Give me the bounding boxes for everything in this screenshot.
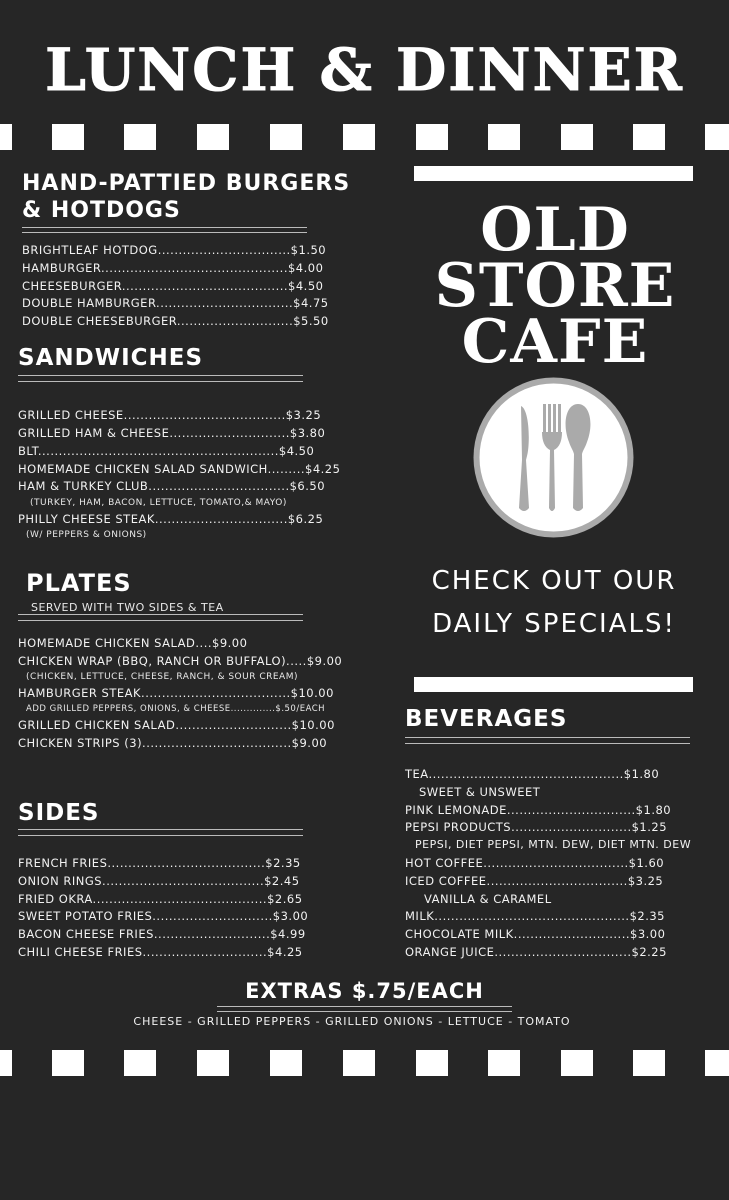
- fork-tine: [558, 404, 561, 434]
- menu-item: GRILLED HAM & CHEESE.............................$3.80: [18, 426, 326, 440]
- menu-item: HOT COFFEE...................................$1.60: [405, 856, 665, 870]
- checker-square: [488, 124, 520, 150]
- checker-square: [561, 124, 593, 150]
- extras-rule: [217, 1006, 512, 1007]
- menu-item: SWEET POTATO FRIES.............................$3.00: [18, 909, 309, 923]
- item-note: SWEET & UNSWEET: [419, 785, 541, 799]
- burgers-heading-line1: HAND-PATTIED BURGERS: [22, 171, 351, 196]
- menu-item: GRILLED CHICKEN SALAD............................$10.00: [18, 718, 335, 732]
- checker-square: [52, 124, 84, 150]
- menu-item: CHEESEBURGER........................................$4.50: [22, 279, 324, 293]
- checker-square: [124, 124, 156, 150]
- menu-item: HAMBURGER STEAK....................................$10.00: [18, 686, 334, 700]
- fork-tine: [543, 404, 546, 434]
- menu-item: ONION RINGS.......................................$2.45: [18, 874, 300, 888]
- plates-heading: PLATES: [26, 569, 132, 597]
- menu-item: HAM & TURKEY CLUB..................................$6.50: [18, 479, 326, 493]
- extras-list: CHEESE - GRILLED PEPPERS - GRILLED ONIONS - LETTUCE - TOMATO: [133, 1015, 571, 1028]
- menu-item: FRIED OKRA..........................................$2.65: [18, 892, 303, 906]
- logo-line2: STORE: [434, 251, 676, 321]
- item-note: (TURKEY, HAM, BACON, LETTUCE, TOMATO,& MAYO): [30, 498, 287, 508]
- checker-square: [197, 1050, 229, 1076]
- sandwiches-heading: SANDWICHES: [18, 345, 204, 371]
- burgers-rule: [22, 232, 307, 233]
- specials-line1: CHECK OUT OUR: [431, 566, 677, 596]
- checker-square: [343, 124, 375, 150]
- menu-item: CHICKEN WRAP (BBQ, RANCH OR BUFFALO).....$9.00: [18, 654, 343, 668]
- menu-item: PEPSI PRODUCTS.............................$1.25: [405, 820, 668, 834]
- menu-item: DOUBLE HAMBURGER.................................$4.75: [22, 296, 329, 310]
- menu-item: MILK...............................................$2.35: [405, 909, 665, 923]
- fork-tine: [553, 404, 556, 434]
- cafe-logo-text: [420, 195, 690, 377]
- sandwiches-rule: [18, 375, 303, 376]
- menu-item: HOMEMADE CHICKEN SALAD SANDWICH.........$4.25: [18, 462, 341, 476]
- top-checker-strip: [0, 124, 729, 150]
- item-note: (CHICKEN, LETTUCE, CHEESE, RANCH, & SOUR CREAM): [26, 672, 298, 682]
- menu-item: GRILLED CHEESE.......................................$3.25: [18, 408, 322, 422]
- checker-square: [270, 1050, 302, 1076]
- item-note: (W/ PEPPERS & ONIONS): [26, 530, 147, 540]
- logo-line1: OLD: [480, 195, 630, 265]
- checker-square: [416, 124, 448, 150]
- checker-square: [343, 1050, 375, 1076]
- menu-item: HOMEMADE CHICKEN SALAD....$9.00: [18, 636, 248, 650]
- menu-item: PINK LEMONADE...............................$1.80: [405, 803, 672, 817]
- sandwiches-rule: [18, 381, 303, 382]
- fork-tine: [548, 404, 551, 434]
- beverages-heading: BEVERAGES: [405, 706, 568, 732]
- menu-item: CHILI CHEESE FRIES..............................$4.25: [18, 945, 303, 959]
- menu-item: BACON CHEESE FRIES............................$4.99: [18, 927, 306, 941]
- extras-rule: [217, 1011, 512, 1012]
- menu-item: CHOCOLATE MILK............................$3.00: [405, 927, 666, 941]
- plates-subheading: SERVED WITH TWO SIDES & TEA: [31, 601, 224, 614]
- checker-square: [705, 124, 729, 150]
- logo-line3: CAFE: [461, 307, 649, 377]
- sides-heading: SIDES: [18, 800, 100, 826]
- checker-square: [633, 124, 665, 150]
- menu-item: FRENCH FRIES......................................$2.35: [18, 856, 301, 870]
- checker-square: [633, 1050, 665, 1076]
- checker-square: [0, 1050, 12, 1076]
- menu-item: TEA...............................................$1.80: [405, 767, 660, 781]
- extras-heading: EXTRAS $.75/EACH: [245, 979, 484, 1003]
- menu-item: BRIGHTLEAF HOTDOG................................$1.50: [22, 243, 327, 257]
- menu-item: HAMBURGER.............................................$4.00: [22, 261, 324, 275]
- plates-rule: [18, 614, 303, 615]
- burgers-heading: [22, 170, 350, 224]
- menu-item: BLT..........................................................$4.50: [18, 444, 315, 458]
- checker-square: [0, 124, 12, 150]
- item-note: PEPSI, DIET PEPSI, MTN. DEW, DIET MTN. DEW: [415, 838, 692, 851]
- burgers-rule: [22, 227, 307, 228]
- divider-bar: [414, 166, 693, 181]
- bottom-checker-strip: [0, 1050, 729, 1076]
- menu-item: ORANGE JUICE.................................$2.25: [405, 945, 667, 959]
- beverages-rule: [405, 737, 690, 738]
- plates-rule: [18, 620, 303, 621]
- menu-item: ICED COFFEE..................................$3.25: [405, 874, 664, 888]
- sides-rule: [18, 835, 303, 836]
- checker-square: [416, 1050, 448, 1076]
- checker-square: [561, 1050, 593, 1076]
- checker-square: [705, 1050, 729, 1076]
- menu-item: PHILLY CHEESE STEAK................................$6.25: [18, 512, 324, 526]
- beverages-rule: [405, 743, 690, 744]
- sides-rule: [18, 829, 303, 830]
- item-note: ADD GRILLED PEPPERS, ONIONS, & CHEESE..............$.50/EACH: [26, 704, 326, 714]
- checker-square: [488, 1050, 520, 1076]
- specials-line2: DAILY SPECIALS!: [432, 609, 676, 639]
- checker-square: [270, 124, 302, 150]
- checker-square: [52, 1050, 84, 1076]
- checker-square: [197, 124, 229, 150]
- menu-title: LUNCH & DINNER: [45, 36, 684, 104]
- burgers-heading-line2: & HOTDOGS: [22, 198, 181, 223]
- plate-cutlery-icon: [472, 376, 635, 539]
- menu-item: DOUBLE CHEESEBURGER............................$5.50: [22, 314, 329, 328]
- divider-bar: [414, 677, 693, 692]
- item-note: VANILLA & CARAMEL: [424, 892, 552, 906]
- checker-square: [124, 1050, 156, 1076]
- menu-item: CHICKEN STRIPS (3)....................................$9.00: [18, 736, 328, 750]
